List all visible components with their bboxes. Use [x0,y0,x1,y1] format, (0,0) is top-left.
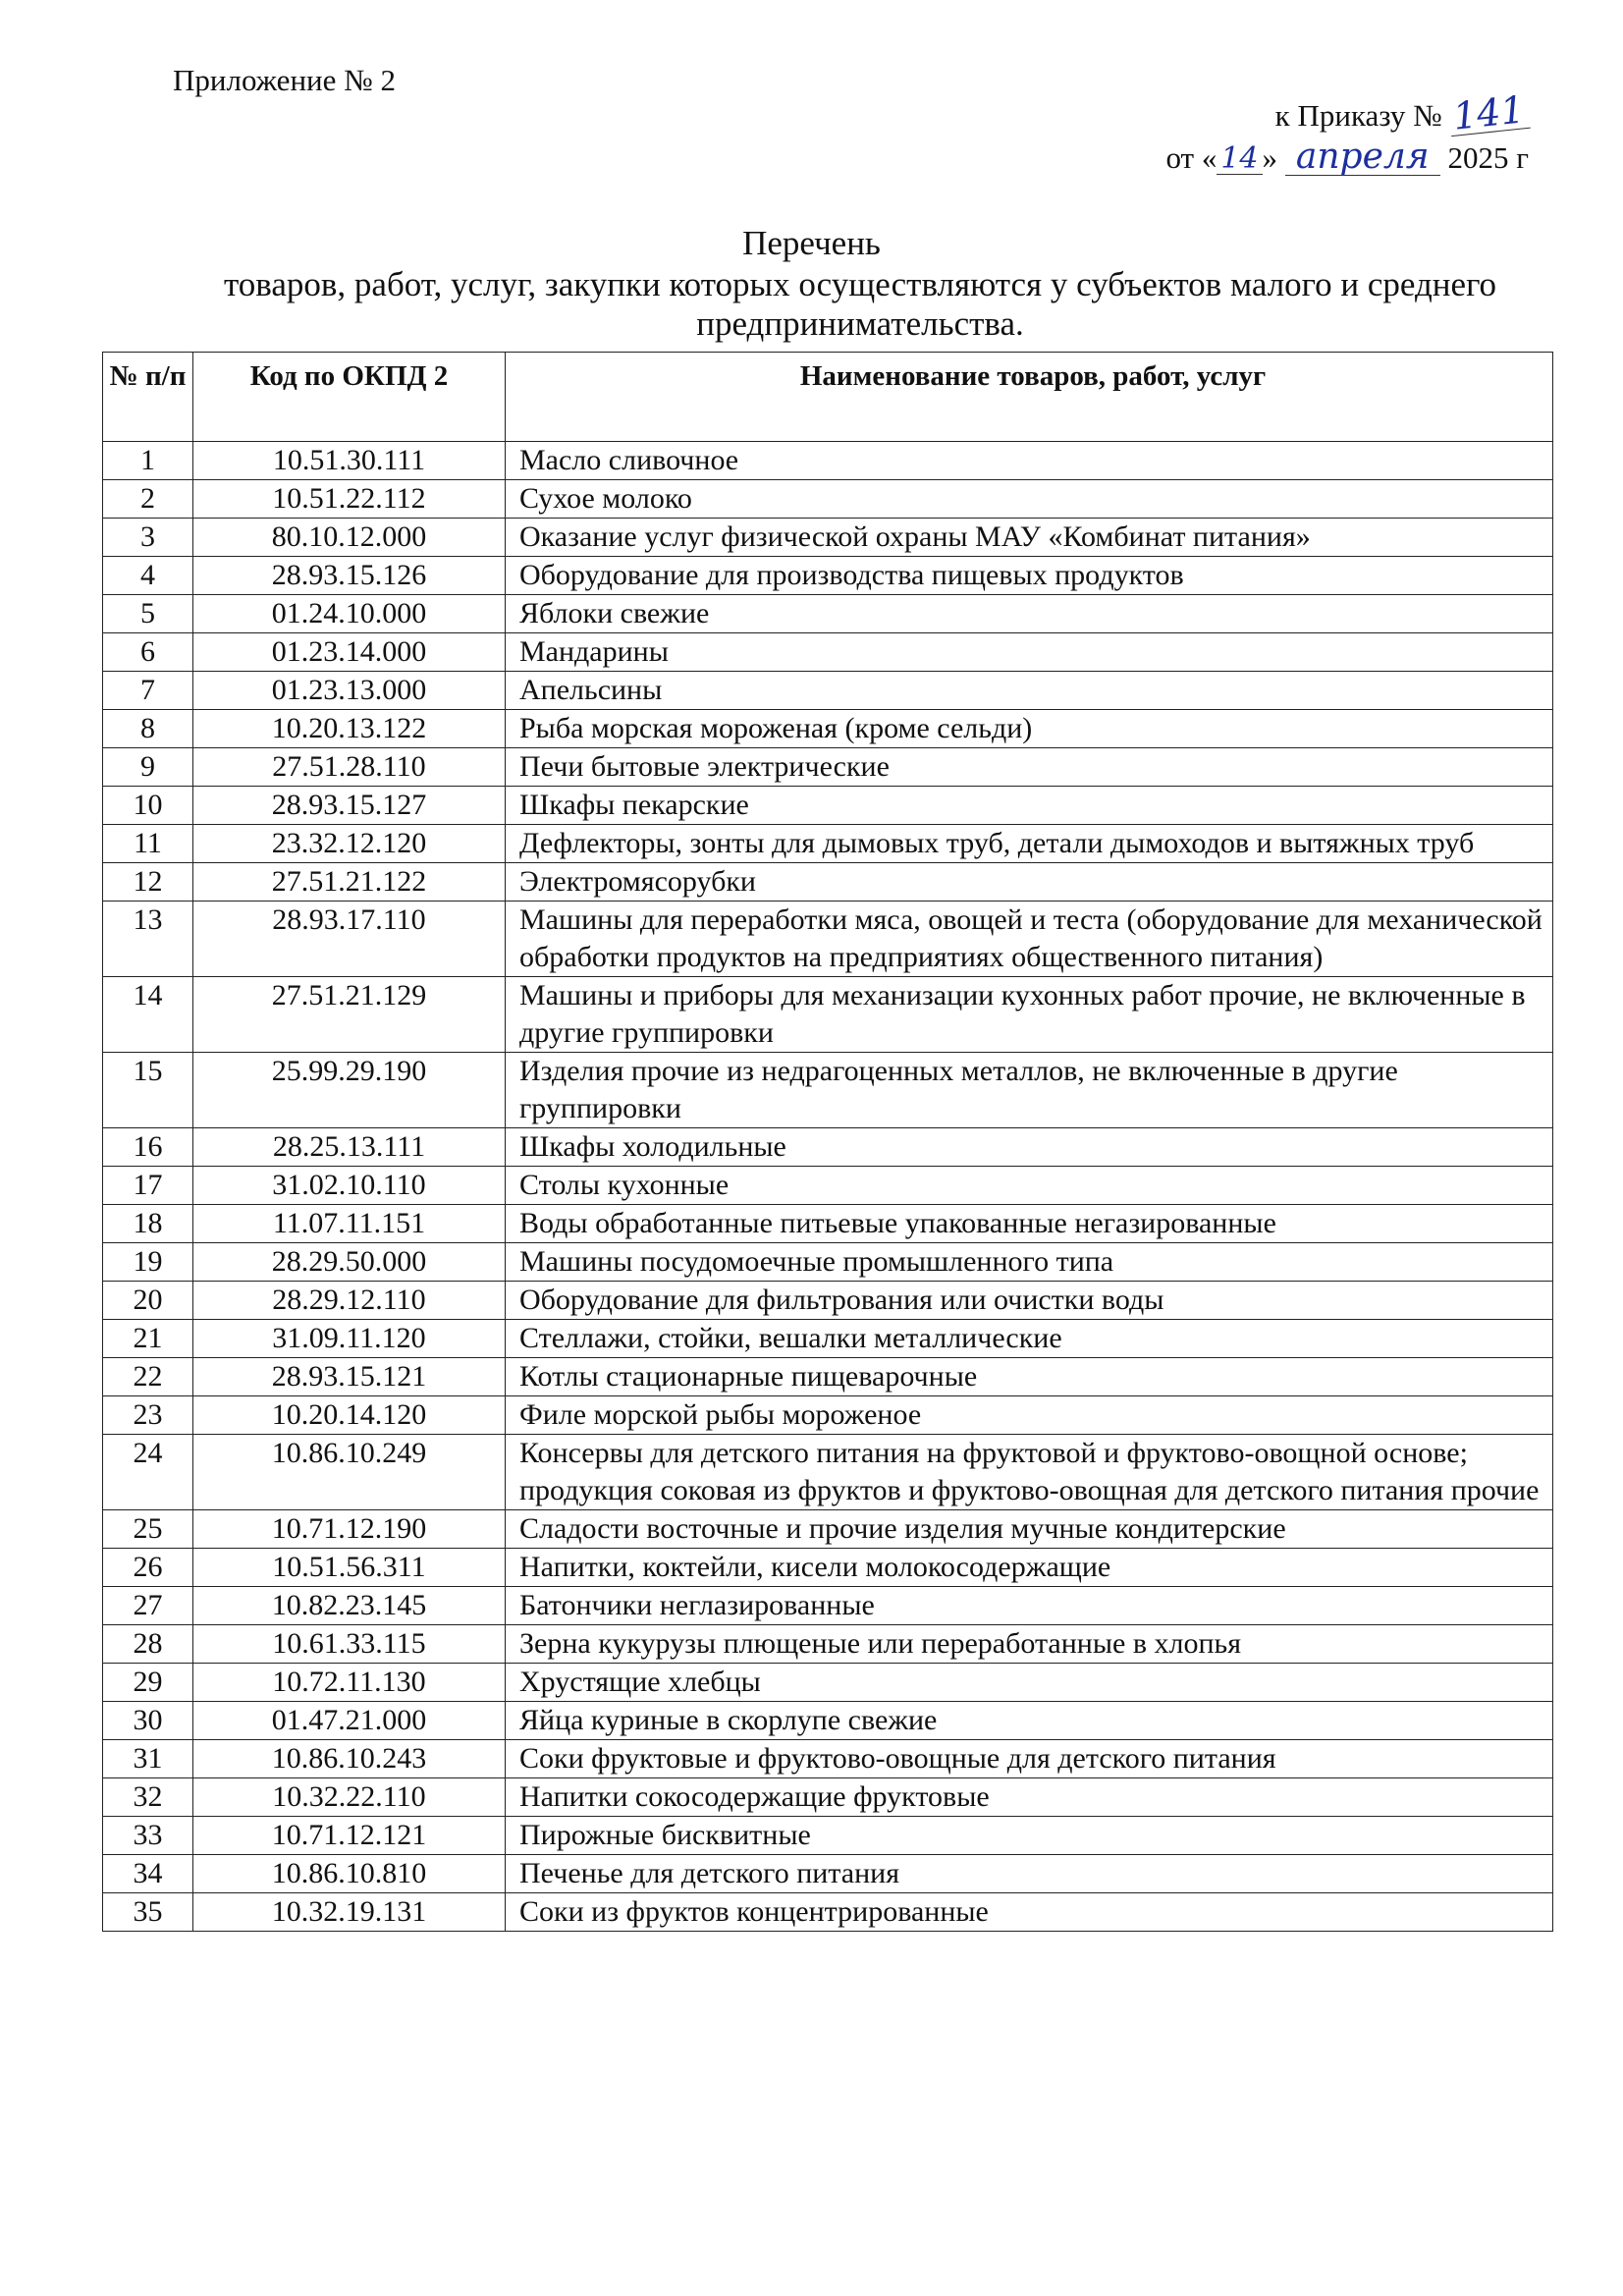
table-row [103,1435,1553,1510]
table-row [103,442,1553,480]
table-row [103,1664,1553,1702]
procurement-table [102,352,1553,1932]
table-row [103,1817,1553,1855]
row-number: 33 [103,1817,193,1855]
okpd2-code: 01.24.10.000 [193,595,506,633]
table-row [103,1702,1553,1740]
row-number: 27 [103,1587,193,1625]
item-name: Мандарины [506,633,1553,672]
okpd2-code: 27.51.21.122 [193,863,506,902]
table-row [103,1549,1553,1587]
item-name: Напитки сокосодержащие фруктовые [506,1778,1553,1817]
okpd2-code: 25.99.29.190 [193,1053,506,1128]
table-row [103,977,1553,1053]
date-mid: » [1262,140,1278,175]
row-number: 31 [103,1740,193,1778]
okpd2-code: 31.09.11.120 [193,1320,506,1358]
okpd2-code: 01.23.13.000 [193,672,506,710]
row-number: 32 [103,1778,193,1817]
table-row [103,1510,1553,1549]
row-number: 28 [103,1625,193,1664]
row-number: 30 [103,1702,193,1740]
okpd2-code: 11.07.11.151 [193,1205,506,1243]
okpd2-code: 10.86.10.810 [193,1855,506,1893]
row-number: 9 [103,748,193,787]
row-number: 6 [103,633,193,672]
row-number: 7 [103,672,193,710]
item-name: Оборудование для производства пищевых продуктов [506,557,1553,595]
table-row [103,519,1553,557]
row-number: 15 [103,1053,193,1128]
item-name: Напитки, коктейли, кисели молокосодержащие [506,1549,1553,1587]
item-name: Соки фруктовые и фруктово-овощные для детского питания [506,1740,1553,1778]
item-name: Сухое молоко [506,480,1553,519]
row-number: 12 [103,863,193,902]
okpd2-code: 10.71.12.121 [193,1817,506,1855]
okpd2-code: 28.29.12.110 [193,1282,506,1320]
item-name: Апельсины [506,672,1553,710]
okpd2-code: 10.86.10.243 [193,1740,506,1778]
order-number-handwritten: 141 [1448,90,1531,137]
table-row [103,1778,1553,1817]
item-name: Рыба морская мороженая (кроме сельди) [506,710,1553,748]
table-header-row [103,353,1553,442]
row-number: 16 [103,1128,193,1167]
row-number: 34 [103,1855,193,1893]
item-name: Машины для переработки мяса, овощей и теста (оборудование для механической обработки продуктов на предприятиях общественного питания) [506,902,1553,977]
row-number: 14 [103,977,193,1053]
item-name: Шкафы холодильные [506,1128,1553,1167]
date-month-handwritten: апреля [1285,139,1440,176]
row-number: 22 [103,1358,193,1396]
item-name: Сладости восточные и прочие изделия мучные кондитерские [506,1510,1553,1549]
item-name: Яблоки свежие [506,595,1553,633]
row-number: 25 [103,1510,193,1549]
date-prefix: от « [1165,140,1217,175]
row-number: 26 [103,1549,193,1587]
item-name: Шкафы пекарские [506,787,1553,825]
table-body [103,442,1553,1932]
item-name: Машины посудомоечные промышленного типа [506,1243,1553,1282]
row-number: 18 [103,1205,193,1243]
row-number: 19 [103,1243,193,1282]
item-name: Электромясорубки [506,863,1553,902]
row-number: 35 [103,1893,193,1932]
row-number: 13 [103,902,193,977]
row-number: 11 [103,825,193,863]
table-row [103,1128,1553,1167]
column-header-number: № п/п [103,353,193,442]
row-number: 10 [103,787,193,825]
table-row [103,1205,1553,1243]
table-row [103,1243,1553,1282]
row-number: 4 [103,557,193,595]
item-name: Консервы для детского питания на фруктовой и фруктово-овощной основе; продукция соковая из фруктов и фруктово-овощная для детского питания прочие [506,1435,1553,1510]
row-number: 8 [103,710,193,748]
table-row [103,1893,1553,1932]
table-row [103,863,1553,902]
row-number: 1 [103,442,193,480]
item-name: Машины и приборы для механизации кухонных работ прочие, не включенные в другие группировки [506,977,1553,1053]
table-row [103,1740,1553,1778]
okpd2-code: 10.51.56.311 [193,1549,506,1587]
appendix-label: Приложение № 2 [173,63,396,97]
document-title: Перечень [742,224,881,262]
table-row [103,902,1553,977]
item-name: Зерна кукурузы плющеные или переработанные в хлопья [506,1625,1553,1664]
table-row [103,595,1553,633]
okpd2-code: 80.10.12.000 [193,519,506,557]
item-name: Соки из фруктов концентрированные [506,1893,1553,1932]
okpd2-code: 27.51.21.129 [193,977,506,1053]
table-row [103,787,1553,825]
okpd2-code: 10.72.11.130 [193,1664,506,1702]
table-row [103,1167,1553,1205]
item-name: Яйца куриные в скорлупе свежие [506,1702,1553,1740]
item-name: Столы кухонные [506,1167,1553,1205]
row-number: 3 [103,519,193,557]
table-row [103,825,1553,863]
okpd2-code: 28.25.13.111 [193,1128,506,1167]
row-number: 23 [103,1396,193,1435]
row-number: 21 [103,1320,193,1358]
table-row [103,557,1553,595]
table-row [103,1282,1553,1320]
okpd2-code: 10.86.10.249 [193,1435,506,1510]
table-row [103,710,1553,748]
okpd2-code: 28.93.15.127 [193,787,506,825]
okpd2-code: 10.32.19.131 [193,1893,506,1932]
item-name: Пирожные бисквитные [506,1817,1553,1855]
item-name: Стеллажи, стойки, вешалки металлические [506,1320,1553,1358]
item-name: Изделия прочие из недрагоценных металлов, не включенные в другие группировки [506,1053,1553,1128]
table-row [103,1396,1553,1435]
okpd2-code: 23.32.12.120 [193,825,506,863]
column-header-name: Наименование товаров, работ, услуг [506,353,1553,442]
row-number: 2 [103,480,193,519]
okpd2-code: 28.93.15.121 [193,1358,506,1396]
okpd2-code: 10.82.23.145 [193,1587,506,1625]
item-name: Оказание услуг физической охраны МАУ «Комбинат питания» [506,519,1553,557]
table-row [103,1855,1553,1893]
table-row [103,1053,1553,1128]
okpd2-code: 31.02.10.110 [193,1167,506,1205]
table-row [103,1320,1553,1358]
okpd2-code: 28.29.50.000 [193,1243,506,1282]
item-name: Батончики неглазированные [506,1587,1553,1625]
okpd2-code: 27.51.28.110 [193,748,506,787]
item-name: Филе морской рыбы мороженое [506,1396,1553,1435]
item-name: Печи бытовые электрические [506,748,1553,787]
item-name: Масло сливочное [506,442,1553,480]
okpd2-code: 10.51.30.111 [193,442,506,480]
order-prefix: к Приказу № [1274,98,1442,133]
table-row [103,1587,1553,1625]
okpd2-code: 10.71.12.190 [193,1510,506,1549]
row-number: 20 [103,1282,193,1320]
okpd2-code: 10.61.33.115 [193,1625,506,1664]
order-date [1165,139,1529,176]
date-day-handwritten: 14 [1217,144,1262,175]
okpd2-code: 01.23.14.000 [193,633,506,672]
table-row [103,480,1553,519]
item-name: Котлы стационарные пищеварочные [506,1358,1553,1396]
okpd2-code: 28.93.17.110 [193,902,506,977]
item-name: Оборудование для фильтрования или очистки воды [506,1282,1553,1320]
column-header-code: Код по ОКПД 2 [193,353,506,442]
okpd2-code: 10.20.13.122 [193,710,506,748]
document-subtitle: товаров, работ, услуг, закупки которых осуществляются у субъектов малого и среднего предпринимательства. [223,265,1497,343]
okpd2-code: 10.20.14.120 [193,1396,506,1435]
row-number: 29 [103,1664,193,1702]
table-row [103,672,1553,710]
row-number: 5 [103,595,193,633]
table-row [103,633,1553,672]
item-name: Хрустящие хлебцы [506,1664,1553,1702]
order-reference [1274,87,1529,138]
okpd2-code: 28.93.15.126 [193,557,506,595]
okpd2-code: 10.32.22.110 [193,1778,506,1817]
table-row [103,1358,1553,1396]
item-name: Воды обработанные питьевые упакованные негазированные [506,1205,1553,1243]
table-row [103,748,1553,787]
row-number: 24 [103,1435,193,1510]
okpd2-code: 10.51.22.112 [193,480,506,519]
item-name: Дефлекторы, зонты для дымовых труб, детали дымоходов и вытяжных труб [506,825,1553,863]
row-number: 17 [103,1167,193,1205]
item-name: Печенье для детского питания [506,1855,1553,1893]
date-year: 2025 г [1447,140,1529,175]
table-row [103,1625,1553,1664]
okpd2-code: 01.47.21.000 [193,1702,506,1740]
